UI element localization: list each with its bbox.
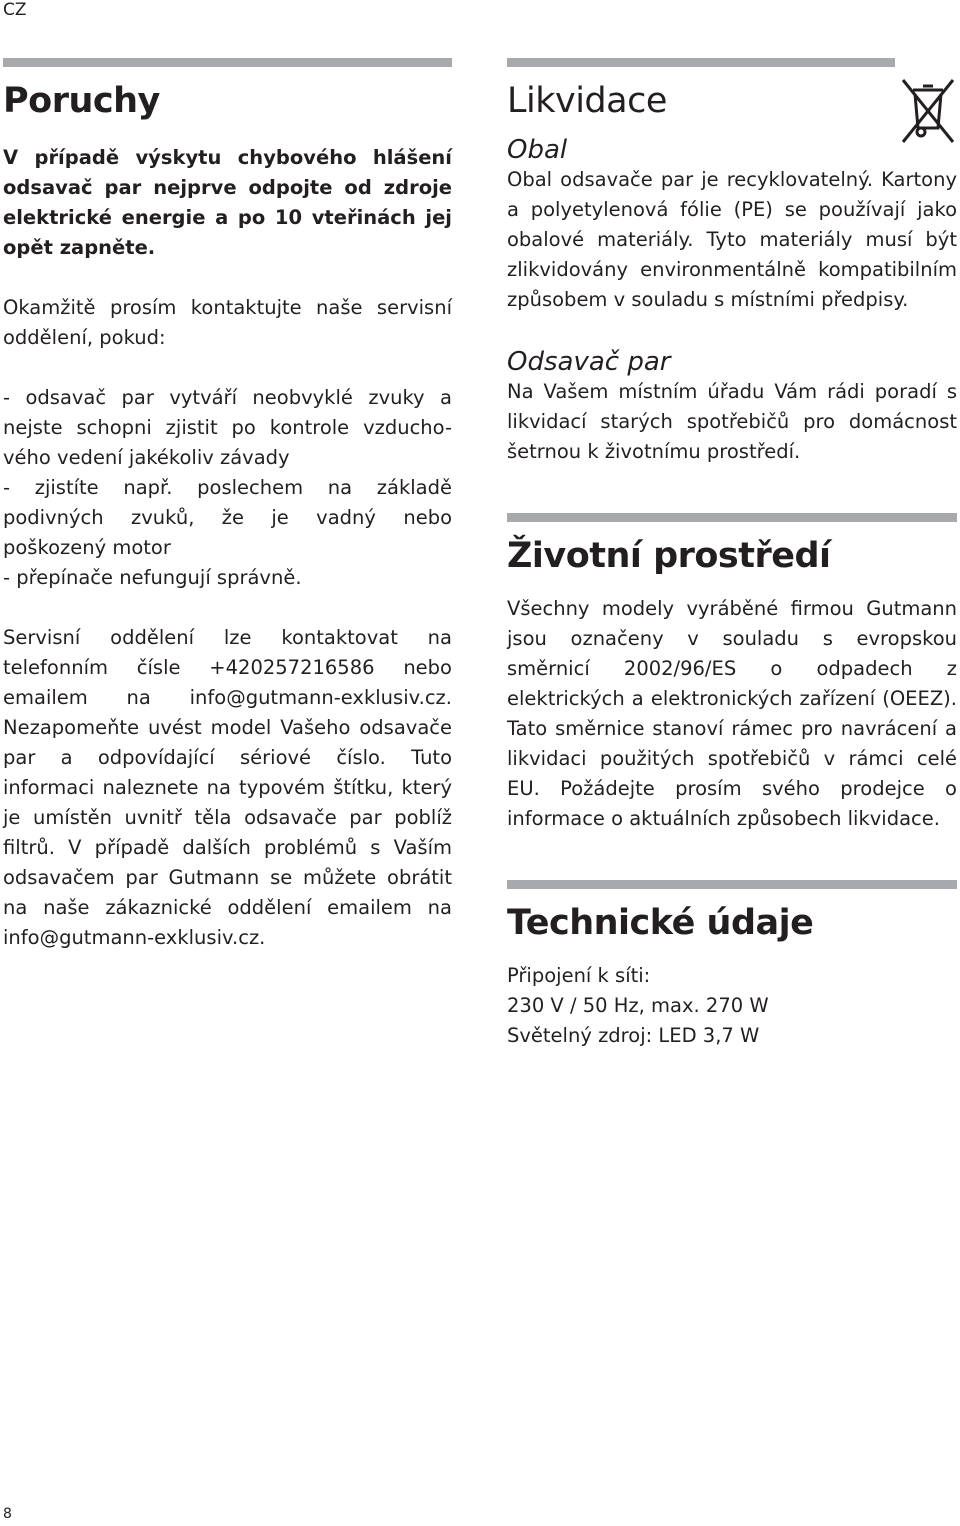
symptom-switches: - přepínače nefungují správně.: [3, 566, 302, 589]
environment-heading: Životní prostředí: [507, 536, 831, 576]
light-source-spec: Světelný zdroj: LED 3,7 W: [507, 1024, 760, 1047]
section-divider-bar: [507, 58, 895, 67]
section-divider-bar: [507, 513, 957, 522]
hood-disposal-subheading: Odsavač par: [507, 347, 671, 377]
service-contact-text: Servisní oddělení lze kontaktovat na telefonním čísle +420257216586 nebo emailem na info@gutmann-exklusiv.cz. Nezapomeňte uvést model Vašeho odsavače par a odpovídající sériové číslo. Tuto informaci naleznete na typovém štítku, který je umístěn uvnitř těla odsavače par poblíž filtrů. V případě dalších problémů s Vaším odsavačem par Gutmann se můžete obrátit na naše zákaznické oddělení emailem na info@gutmann-exklusiv.cz.: [3, 626, 452, 949]
technical-data-heading: Technické údaje: [507, 903, 814, 943]
hood-disposal-text: Na Vašem místním úřadu Vám rádi poradí s likvidací starých spotřebičů pro domácnost šetrnou k životnímu prostředí.: [507, 380, 957, 463]
section-divider-bar: [3, 58, 452, 67]
crossed-out-wheelie-bin-icon: [899, 76, 957, 146]
page-number: 8: [3, 1506, 12, 1522]
disposal-heading: Likvidace: [507, 81, 667, 121]
packaging-subheading: Obal: [507, 135, 568, 165]
troubleshooting-heading: Poruchy: [3, 81, 160, 121]
contact-service-intro: Okamžitě prosím kontaktujte naše servisní oddělení, pokud:: [3, 296, 452, 349]
disposal-column: [507, 58, 957, 1051]
language-code: CZ: [3, 0, 27, 20]
disposal-header: [507, 58, 957, 121]
power-connection-value: 230 V / 50 Hz, max. 270 W: [507, 994, 769, 1017]
environment-text: Všechny modely vyráběné firmou Gutmann jsou označeny v souladu s evropskou směrnicí 2002/96/ES o odpadech z elektrických a elektronických zařízení (OEEZ). Tato směrnice stanoví rámec pro navrácení a likvidaci použitých spotřebičů v rámci celé EU. Požádejte prosím svého prodejce o informace o aktuálních způsobech likvidace.: [507, 597, 957, 830]
symptom-damaged-motor: - zjistíte např. poslechem na základě podivných zvuků, že je vadný nebo poškozený motor: [3, 476, 452, 559]
packaging-text: Obal odsavače par je recyklovatelný. Kartony a polyetylenová fólie (PE) se používají jako obalové materiály. Tyto materiály musí být zlikvidovány environmentálně kompatibilním způsobem v souladu s místními předpisy.: [507, 168, 957, 311]
symptom-unusual-noise: - odsavač par vytváří neobvyklé zvuky a nejste schopni zjistit po kontrole vzducho-vého vedení jakékoliv závady: [3, 386, 452, 469]
section-divider-bar: [507, 880, 957, 889]
power-connection-label: Připojení k síti:: [507, 964, 651, 987]
troubleshooting-column: [3, 58, 452, 953]
error-message-instructions: V případě výskytu chybového hlášení odsavač par nejprve odpojte od zdroje elektrické energie a po 10 vteřinách jej opět zapněte.: [3, 146, 452, 259]
